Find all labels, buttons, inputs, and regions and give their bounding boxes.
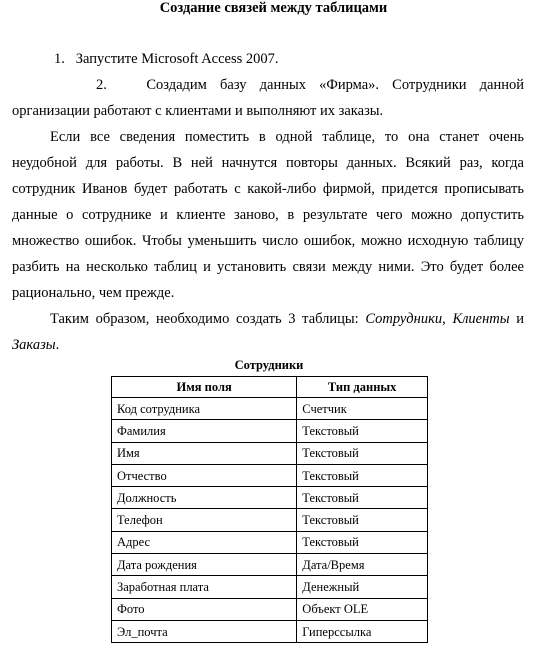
table-row (112, 531, 428, 553)
data-type-cell: Текстовый (297, 464, 428, 486)
table-row (112, 442, 428, 464)
table-row (112, 509, 428, 531)
data-type-cell: Денежный (297, 576, 428, 598)
list-item-1 (12, 46, 524, 72)
table-row (112, 420, 428, 442)
table-name-clients: Клиенты (452, 311, 510, 327)
table-row (112, 554, 428, 576)
table-row (112, 464, 428, 486)
data-type-cell: Счетчик (297, 398, 428, 420)
header-field-name: Имя поля (112, 377, 297, 398)
field-name-cell: Заработная плата (112, 576, 297, 598)
table-row (112, 398, 428, 420)
field-name-cell: Отчество (112, 464, 297, 486)
paragraph-end: . (55, 337, 60, 353)
field-name-cell: Фото (112, 598, 297, 620)
table-row (112, 576, 428, 598)
field-name-cell: Эл_почта (112, 620, 297, 642)
list-text: Запустите Microsoft Access 2007. (75, 51, 279, 67)
header-data-type: Тип данных (297, 377, 428, 398)
table-name-orders: Заказы (12, 337, 56, 353)
table-row (112, 620, 428, 642)
data-type-cell: Текстовый (297, 509, 428, 531)
paragraph: Если все сведения поместить в одной таблице, то она станет очень неудобной для работы. В ней начнутся повторы данных. Всякий раз, когда сотрудник Иванов будет работать с какой-либо фирмой, придется прописывать данные о сотруднике и клиенте заново, в результате чего можно допустить множество ошибок. Чтобы уменьшить число ошибок, можно исходную таблицу разбить на несколько таблиц и установить связи между ними. Это будет более рационально, чем прежде. (12, 129, 524, 301)
field-name-cell: Имя (112, 442, 297, 464)
field-name-cell: Адрес (112, 531, 297, 553)
list-number: 1. (54, 51, 65, 67)
field-name-cell: Телефон (112, 509, 297, 531)
table-name-employees: Сотрудники (365, 311, 443, 327)
list-text: Создадим базу данных «Фирма». Сотрудники данной организации работают с клиентами и выполняют их заказы. (12, 77, 524, 119)
data-type-cell: Текстовый (297, 487, 428, 509)
table-row (112, 598, 428, 620)
field-name-cell: Фамилия (112, 420, 297, 442)
document-body (12, 46, 524, 358)
table-caption: Сотрудники (234, 358, 304, 372)
data-type-cell: Текстовый (297, 442, 428, 464)
data-type-cell: Гиперссылка (297, 620, 428, 642)
table-row (112, 487, 428, 509)
table-header-row (112, 377, 428, 398)
separator: , (442, 311, 453, 327)
data-type-cell: Объект OLE (297, 598, 428, 620)
page-title: Создание связей между таблицами (159, 0, 388, 16)
field-name-cell: Дата рождения (112, 554, 297, 576)
field-name-cell: Код сотрудника (112, 398, 297, 420)
data-type-cell: Дата/Время (297, 554, 428, 576)
list-item-2 (12, 72, 524, 124)
data-type-cell: Текстовый (297, 531, 428, 553)
data-type-cell: Текстовый (297, 420, 428, 442)
list-number: 2. (96, 77, 107, 93)
paragraph-tables (12, 306, 524, 358)
paragraph-lead: Таким образом, необходимо создать 3 таблицы: (50, 311, 366, 327)
fields-table (111, 376, 428, 643)
separator: и (509, 311, 524, 327)
field-name-cell: Должность (112, 487, 297, 509)
